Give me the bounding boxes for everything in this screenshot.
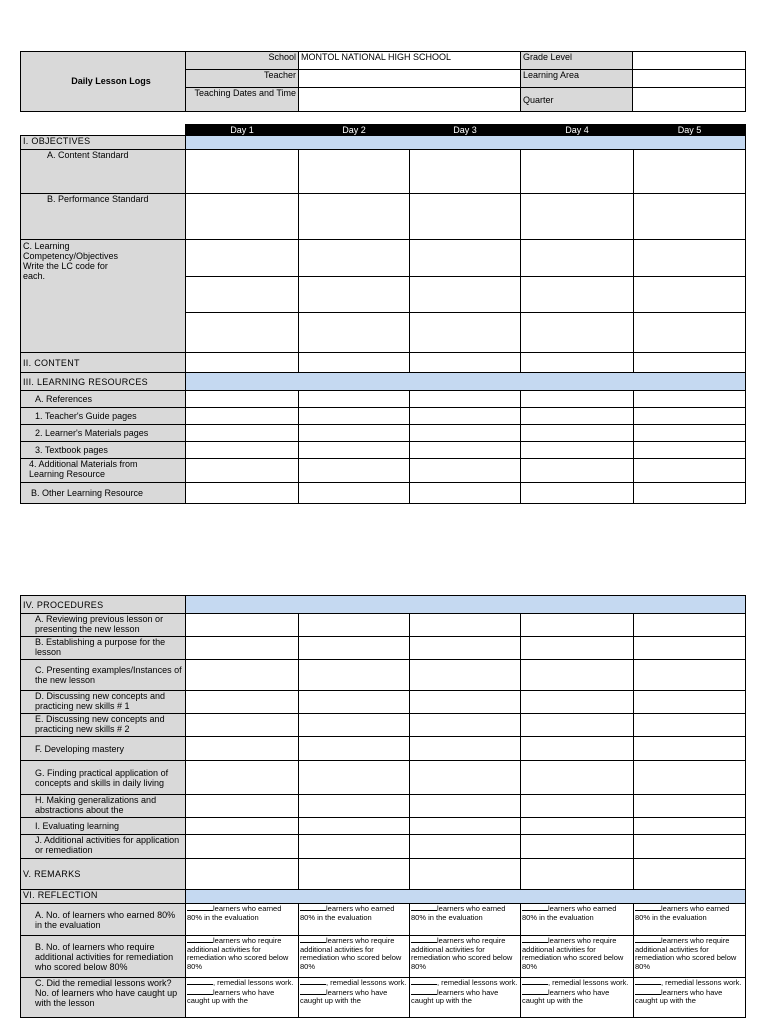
blank-line[interactable]: [522, 978, 548, 985]
learning-area-label: Learning Area: [521, 70, 633, 88]
learning-area-field[interactable]: [633, 70, 746, 88]
blank-line[interactable]: [187, 988, 213, 995]
cell[interactable]: [299, 150, 410, 194]
cell[interactable]: [299, 859, 410, 890]
cell[interactable]: [299, 637, 410, 660]
row-label: I. Evaluating learning: [21, 818, 186, 835]
reflection-cell[interactable]: [634, 904, 746, 936]
row-label: 1. Teacher's Guide pages: [21, 408, 186, 425]
reflection-text: learners who require additional activities for remediation who scored below 80%: [411, 936, 513, 971]
teacher-label: Teacher: [186, 70, 299, 88]
cell[interactable]: [521, 425, 634, 442]
blank-line[interactable]: [522, 936, 548, 943]
cell[interactable]: [410, 714, 521, 737]
reflection-text: learners who earned 80% in the evaluation: [411, 904, 506, 922]
cell[interactable]: [521, 859, 634, 890]
blank-line[interactable]: [187, 904, 213, 911]
reflection-text: learners who have caught up with the: [187, 987, 275, 1006]
cell[interactable]: [186, 240, 299, 277]
cell[interactable]: [299, 391, 410, 408]
cell[interactable]: [410, 795, 521, 818]
cell[interactable]: [299, 691, 410, 714]
row-label: A. References: [21, 391, 186, 408]
reflection-cell[interactable]: [186, 936, 299, 978]
blank-line[interactable]: [187, 936, 213, 943]
cell[interactable]: [410, 818, 521, 835]
cell[interactable]: [299, 795, 410, 818]
cell[interactable]: [634, 818, 746, 835]
row-label: A. Reviewing previous lesson or presenting the new lesson: [21, 614, 186, 637]
cell[interactable]: [299, 835, 410, 859]
reflection-text: learners who have caught up with the: [522, 987, 610, 1006]
cell[interactable]: [186, 150, 299, 194]
row-label: A. No. of learners who earned 80% in the evaluation: [21, 904, 186, 936]
reflection-text: learners who earned 80% in the evaluation: [522, 904, 617, 922]
cell[interactable]: [299, 442, 410, 459]
cell[interactable]: [186, 353, 299, 373]
cell[interactable]: [186, 483, 299, 504]
day-header: Day 3: [410, 125, 521, 136]
quarter-label: Quarter: [521, 88, 633, 112]
cell[interactable]: [186, 761, 299, 795]
school-label: School: [186, 52, 299, 70]
cell[interactable]: [634, 483, 746, 504]
cell[interactable]: [521, 614, 634, 637]
cell[interactable]: [634, 859, 746, 890]
cell[interactable]: [521, 408, 634, 425]
reflection-text: , remedial lessons work.: [437, 978, 518, 987]
row-label: [21, 459, 186, 483]
cell[interactable]: [410, 353, 521, 373]
cell[interactable]: [521, 761, 634, 795]
row-label: B. Other Learning Resource: [21, 483, 186, 504]
cell[interactable]: [299, 818, 410, 835]
cell[interactable]: [186, 425, 299, 442]
blank-line[interactable]: [635, 988, 661, 995]
cell[interactable]: [634, 150, 746, 194]
cell[interactable]: [410, 442, 521, 459]
cell[interactable]: [186, 408, 299, 425]
reflection-cell[interactable]: [634, 978, 746, 1018]
cell[interactable]: [521, 353, 634, 373]
row-label: 2. Learner's Materials pages: [21, 425, 186, 442]
cell[interactable]: [299, 425, 410, 442]
blank-line[interactable]: [411, 988, 437, 995]
cell[interactable]: [410, 483, 521, 504]
section-content: II. CONTENT: [21, 353, 186, 373]
section-objectives: I. OBJECTIVES: [21, 136, 186, 150]
day-header: Day 5: [634, 125, 746, 136]
cell[interactable]: [410, 835, 521, 859]
cell[interactable]: [410, 660, 521, 691]
section-reflection: VI. REFLECTION: [21, 890, 186, 904]
reflection-cell[interactable]: [410, 904, 521, 936]
reflection-cell[interactable]: [186, 904, 299, 936]
cell[interactable]: [299, 660, 410, 691]
cell[interactable]: [410, 408, 521, 425]
row-label-competency: [21, 240, 186, 353]
cell[interactable]: [410, 150, 521, 194]
reflection-cell[interactable]: [521, 936, 634, 978]
competency-text: C. Learning Competency/Objectives Write the LC code for each.: [23, 241, 119, 281]
cell[interactable]: [186, 277, 299, 313]
reflection-cell[interactable]: [186, 978, 299, 1018]
cell[interactable]: [299, 194, 410, 240]
reflection-cell[interactable]: [299, 936, 410, 978]
reflection-cell[interactable]: [410, 978, 521, 1018]
teacher-field[interactable]: [299, 70, 521, 88]
section-learning-resources: III. LEARNING RESOURCES: [21, 373, 186, 391]
row-label: F. Developing mastery: [21, 737, 186, 761]
day-header: Day 4: [521, 125, 634, 136]
cell[interactable]: [634, 660, 746, 691]
reflection-text: learners who have caught up with the: [635, 987, 723, 1006]
row-label: B. Establishing a purpose for the lesson: [21, 637, 186, 660]
blank-line[interactable]: [187, 978, 213, 985]
cell[interactable]: [521, 660, 634, 691]
row-label: B. No. of learners who require additional activities for remediation who scored below 80%: [21, 936, 186, 978]
cell[interactable]: [410, 194, 521, 240]
row-label: G. Finding practical application of concepts and skills in daily living: [21, 761, 186, 795]
blank-line[interactable]: [411, 978, 437, 985]
cell[interactable]: [521, 818, 634, 835]
cell[interactable]: [186, 835, 299, 859]
cell[interactable]: [521, 691, 634, 714]
cell[interactable]: [299, 714, 410, 737]
row-label: H. Making generalizations and abstractions about the: [21, 795, 186, 818]
cell[interactable]: [410, 737, 521, 761]
cell[interactable]: [634, 391, 746, 408]
cell[interactable]: [186, 442, 299, 459]
cell[interactable]: [634, 408, 746, 425]
page-title: Daily Lesson Logs: [21, 52, 186, 112]
section-procedures: IV. PROCEDURES: [21, 596, 186, 614]
cell[interactable]: [634, 240, 746, 277]
section-band: [186, 136, 746, 150]
cell[interactable]: [634, 459, 746, 483]
reflection-text: learners who have caught up with the: [411, 987, 499, 1006]
row-label: A. Content Standard: [21, 150, 186, 194]
cell[interactable]: [186, 714, 299, 737]
reflection-cell[interactable]: [410, 936, 521, 978]
section-band: [186, 373, 746, 391]
cell[interactable]: [634, 637, 746, 660]
cell[interactable]: [410, 391, 521, 408]
cell[interactable]: [410, 859, 521, 890]
quarter-field[interactable]: [633, 88, 746, 112]
section-remarks: V. REMARKS: [21, 859, 186, 890]
header-table: [20, 51, 746, 112]
cell[interactable]: [521, 637, 634, 660]
reflection-text: , remedial lessons work.: [326, 978, 407, 987]
cell[interactable]: [299, 353, 410, 373]
reflection-text: learners who require additional activities for remediation who scored below 80%: [522, 936, 624, 971]
cell[interactable]: [521, 442, 634, 459]
cell[interactable]: [186, 859, 299, 890]
blank-line[interactable]: [522, 988, 548, 995]
grade-level-field[interactable]: [633, 52, 746, 70]
cell[interactable]: [299, 737, 410, 761]
reflection-cell[interactable]: [299, 904, 410, 936]
cell[interactable]: [186, 194, 299, 240]
blank-line[interactable]: [635, 978, 661, 985]
cell[interactable]: [410, 240, 521, 277]
cell[interactable]: [299, 240, 410, 277]
blank-line[interactable]: [300, 988, 326, 995]
cell[interactable]: [186, 795, 299, 818]
cell[interactable]: [410, 637, 521, 660]
additional-materials-text: 4. Additional Materials from Learning Resource: [29, 459, 138, 479]
cell[interactable]: [521, 483, 634, 504]
cell[interactable]: [521, 277, 634, 313]
cell[interactable]: [634, 761, 746, 795]
cell[interactable]: [299, 408, 410, 425]
cell[interactable]: [186, 737, 299, 761]
cell[interactable]: [634, 277, 746, 313]
cell[interactable]: [634, 425, 746, 442]
cell[interactable]: [410, 425, 521, 442]
cell[interactable]: [634, 353, 746, 373]
blank-line[interactable]: [411, 904, 437, 911]
cell[interactable]: [634, 442, 746, 459]
cell[interactable]: [634, 835, 746, 859]
dates-field[interactable]: [299, 88, 521, 112]
cell[interactable]: [186, 637, 299, 660]
cell[interactable]: [634, 194, 746, 240]
cell[interactable]: [634, 737, 746, 761]
blank-line[interactable]: [300, 936, 326, 943]
cell[interactable]: [410, 761, 521, 795]
cell[interactable]: [634, 614, 746, 637]
blank-line[interactable]: [300, 904, 326, 911]
cell[interactable]: [634, 714, 746, 737]
day-header: Day 1: [186, 125, 299, 136]
cell[interactable]: [521, 835, 634, 859]
cell[interactable]: [299, 313, 410, 353]
reflection-text: learners who earned 80% in the evaluation: [635, 904, 730, 922]
reflection-cell[interactable]: [299, 978, 410, 1018]
section-band: [186, 890, 746, 904]
row-label: E. Discussing new concepts and practicing new skills # 2: [21, 714, 186, 737]
blank-line[interactable]: [411, 936, 437, 943]
cell[interactable]: [521, 150, 634, 194]
section-band: [186, 596, 746, 614]
cell[interactable]: [521, 194, 634, 240]
day-header: Day 2: [299, 125, 410, 136]
cell[interactable]: [299, 459, 410, 483]
reflection-text: learners who earned 80% in the evaluation: [187, 904, 282, 922]
cell[interactable]: [186, 818, 299, 835]
reflection-text: learners who require additional activities for remediation who scored below 80%: [635, 936, 737, 971]
reflection-text: learners who require additional activities for remediation who scored below 80%: [187, 936, 289, 971]
cell[interactable]: [634, 691, 746, 714]
cell[interactable]: [521, 459, 634, 483]
cell[interactable]: [634, 313, 746, 353]
lesson-table-top: [20, 124, 746, 504]
blank-line[interactable]: [522, 904, 548, 911]
reflection-text: , remedial lessons work.: [548, 978, 629, 987]
cell[interactable]: [186, 459, 299, 483]
cell[interactable]: [521, 313, 634, 353]
cell[interactable]: [299, 761, 410, 795]
reflection-text: learners who require additional activities for remediation who scored below 80%: [300, 936, 402, 971]
reflection-cell[interactable]: [634, 936, 746, 978]
cell[interactable]: [521, 737, 634, 761]
blank-line[interactable]: [635, 936, 661, 943]
cell[interactable]: [186, 691, 299, 714]
reflection-text: learners who earned 80% in the evaluation: [300, 904, 395, 922]
row-label: J. Additional activities for application or remediation: [21, 835, 186, 859]
cell[interactable]: [186, 391, 299, 408]
reflection-text: , remedial lessons work.: [661, 978, 742, 987]
cell[interactable]: [299, 483, 410, 504]
cell[interactable]: [410, 313, 521, 353]
cell[interactable]: [410, 691, 521, 714]
cell[interactable]: [299, 277, 410, 313]
cell[interactable]: [410, 277, 521, 313]
cell[interactable]: [186, 614, 299, 637]
cell[interactable]: [521, 240, 634, 277]
cell[interactable]: [634, 795, 746, 818]
school-field[interactable]: MONTOL NATIONAL HIGH SCHOOL: [299, 52, 521, 70]
row-label: 3. Textbook pages: [21, 442, 186, 459]
cell[interactable]: [299, 614, 410, 637]
cell[interactable]: [186, 660, 299, 691]
cell[interactable]: [186, 313, 299, 353]
row-label: C. Presenting examples/Instances of the new lesson: [21, 660, 186, 691]
cell[interactable]: [521, 714, 634, 737]
reflection-cell[interactable]: [521, 904, 634, 936]
cell[interactable]: [521, 391, 634, 408]
reflection-text: , remedial lessons work.: [213, 978, 294, 987]
reflection-text: learners who have caught up with the: [300, 987, 388, 1006]
cell[interactable]: [521, 795, 634, 818]
reflection-cell[interactable]: [521, 978, 634, 1018]
row-label: C. Did the remedial lessons work? No. of learners who have caught up with the lesson: [21, 978, 186, 1018]
cell[interactable]: [410, 459, 521, 483]
blank-line[interactable]: [300, 978, 326, 985]
grade-level-label: Grade Level: [521, 52, 633, 70]
dates-label: Teaching Dates and Time: [186, 88, 299, 112]
row-label: D. Discussing new concepts and practicing new skills # 1: [21, 691, 186, 714]
row-label: B. Performance Standard: [21, 194, 186, 240]
lesson-table-bottom: [20, 595, 746, 1018]
blank-line[interactable]: [635, 904, 661, 911]
corner-blank: [21, 125, 186, 136]
cell[interactable]: [410, 614, 521, 637]
